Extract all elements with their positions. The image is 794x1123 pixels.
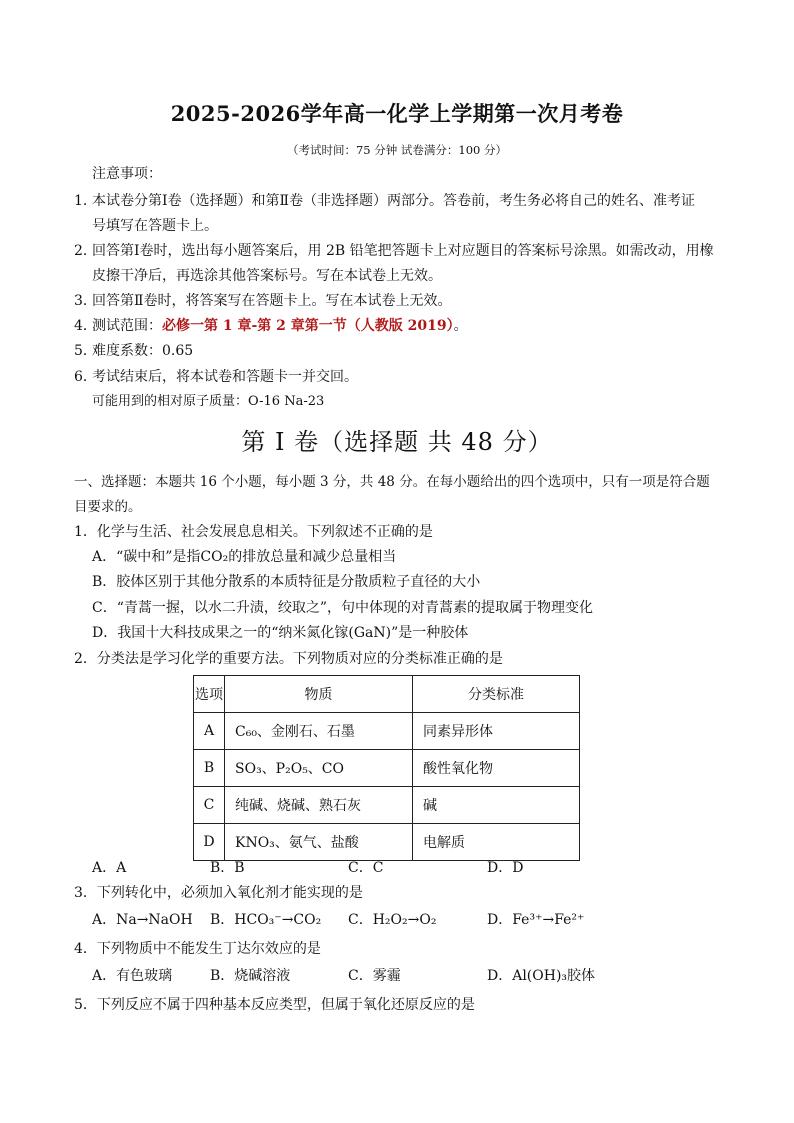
notice-item-number: 5． xyxy=(74,343,97,359)
table-header-cell: 选项 xyxy=(194,676,225,713)
table-row xyxy=(194,787,580,824)
test-scope-label: 测试范围： xyxy=(92,318,162,334)
question-4-option-c: C．雾霾 xyxy=(348,968,401,984)
notice-item-text: 回答第Ⅰ卷时，选出每小题答案后，用 2B 铅笔把答题卡上对应题目的答案标号涂黑。如需改动，用橡 xyxy=(92,243,714,259)
question-1-stem: 1．化学与生活、社会发展息息相关。下列叙述不正确的是 xyxy=(74,524,433,540)
table-header-row xyxy=(194,676,580,713)
notice-item-number: 1． xyxy=(74,193,97,209)
atomic-mass-line: 可能用到的相对原子质量：O-16 Na-23 xyxy=(92,394,325,409)
question-3-option-d: D．Fe³⁺→Fe²⁺ xyxy=(487,912,585,928)
table-row xyxy=(194,824,580,861)
notice-item-5 xyxy=(74,341,193,361)
notice-item-1-cont: 号填写在答题卡上。 xyxy=(92,218,218,234)
table-cell: D xyxy=(194,824,225,861)
table-row xyxy=(194,713,580,750)
question-4-option-a: A．有色玻璃 xyxy=(92,968,173,984)
notice-item-2-cont: 皮擦干净后，再选涂其他答案标号。写在本试卷上无效。 xyxy=(92,268,442,284)
notice-item-text: 回答第Ⅱ卷时，将答案写在答题卡上。写在本试卷上无效。 xyxy=(92,293,452,309)
classification-table xyxy=(193,675,580,861)
notice-heading: 注意事项： xyxy=(92,166,162,182)
question-3-option-a: A．Na→NaOH xyxy=(92,912,193,928)
table-row xyxy=(194,750,580,787)
table-cell: 同素异形体 xyxy=(413,713,580,750)
test-scope-highlight: 必修一第 1 章-第 2 章第一节（人教版 2019） xyxy=(162,318,454,334)
test-scope-suffix: 。 xyxy=(453,318,468,334)
table-cell: 酸性氧化物 xyxy=(413,750,580,787)
notice-item-number: 4． xyxy=(74,318,97,334)
notice-item-text: 本试卷分第Ⅰ卷（选择题）和第Ⅱ卷（非选择题）两部分。答卷前，考生务必将自己的姓名、准考证 xyxy=(92,193,696,209)
notice-item-1 xyxy=(74,191,695,211)
question-4-option-b: B．烧碱溶液 xyxy=(210,968,291,984)
question-1-option-b: B．胶体区别于其他分散系的本质特征是分散质粒子直径的大小 xyxy=(92,574,481,590)
exam-title: 2025-2026学年高一化学上学期第一次月考卷 xyxy=(170,101,624,126)
notice-item-6 xyxy=(74,367,358,387)
question-4-stem: 4．下列物质中不能发生丁达尔效应的是 xyxy=(74,941,321,957)
table-cell: SO₃、P₂O₅、CO xyxy=(225,750,413,787)
question-5-stem: 5．下列反应不属于四种基本反应类型，但属于氧化还原反应的是 xyxy=(74,997,475,1013)
notice-item-2 xyxy=(74,241,714,261)
table-header-cell: 物质 xyxy=(225,676,413,713)
notice-item-3 xyxy=(74,291,452,311)
question-2-stem: 2．分类法是学习化学的重要方法。下列物质对应的分类标准正确的是 xyxy=(74,651,503,667)
question-2-option-c: C．C xyxy=(348,860,384,876)
section-intro-line1: 一、选择题：本题共 16 个小题，每小题 3 分，共 48 分。在每小题给出的四个选项中，只有一项是符合题 xyxy=(74,474,710,490)
table-cell: C₆₀、金刚石、石墨 xyxy=(225,713,413,750)
question-2-option-d: D．D xyxy=(487,860,524,876)
question-2-option-b: B．B xyxy=(210,860,245,876)
notice-item-text: 考试结束后，将本试卷和答题卡一并交回。 xyxy=(92,369,358,385)
notice-item-text: 难度系数：0.65 xyxy=(92,343,194,359)
question-3-option-b: B．HCO₃⁻→CO₂ xyxy=(210,912,322,928)
notice-item-number: 6． xyxy=(74,369,97,385)
table-header-cell: 分类标准 xyxy=(413,676,580,713)
section-title: 第 I 卷（选择题 共 48 分） xyxy=(241,428,553,456)
section-intro-line2: 目要求的。 xyxy=(74,499,142,515)
question-3-option-c: C．H₂O₂→O₂ xyxy=(348,912,437,928)
question-1-option-c: C．“青蒿一握，以水二升渍，绞取之”，句中体现的对青蒿素的提取属于物理变化 xyxy=(92,600,594,616)
table-cell: 碱 xyxy=(413,787,580,824)
table-cell: KNO₃、氨气、盐酸 xyxy=(225,824,413,861)
question-1-option-d: D．我国十大科技成果之一的“纳米氮化镓(GaN)”是一种胶体 xyxy=(92,625,469,641)
question-1-option-a: A．“碳中和”是指CO₂的排放总量和减少总量相当 xyxy=(92,549,397,565)
notice-item-number: 2． xyxy=(74,243,97,259)
table-cell: 纯碱、烧碱、熟石灰 xyxy=(225,787,413,824)
notice-item-number: 3． xyxy=(74,293,97,309)
question-2-option-a: A．A xyxy=(92,860,127,876)
exam-subtitle: （考试时间：75 分钟 试卷满分：100 分） xyxy=(286,143,508,157)
table-cell: C xyxy=(194,787,225,824)
question-3-stem: 3．下列转化中，必须加入氧化剂才能实现的是 xyxy=(74,885,363,901)
question-4-option-d: D．Al(OH)₃胶体 xyxy=(487,968,596,984)
table-cell: A xyxy=(194,713,225,750)
table-cell: B xyxy=(194,750,225,787)
notice-item-4 xyxy=(74,316,468,336)
table-cell: 电解质 xyxy=(413,824,580,861)
